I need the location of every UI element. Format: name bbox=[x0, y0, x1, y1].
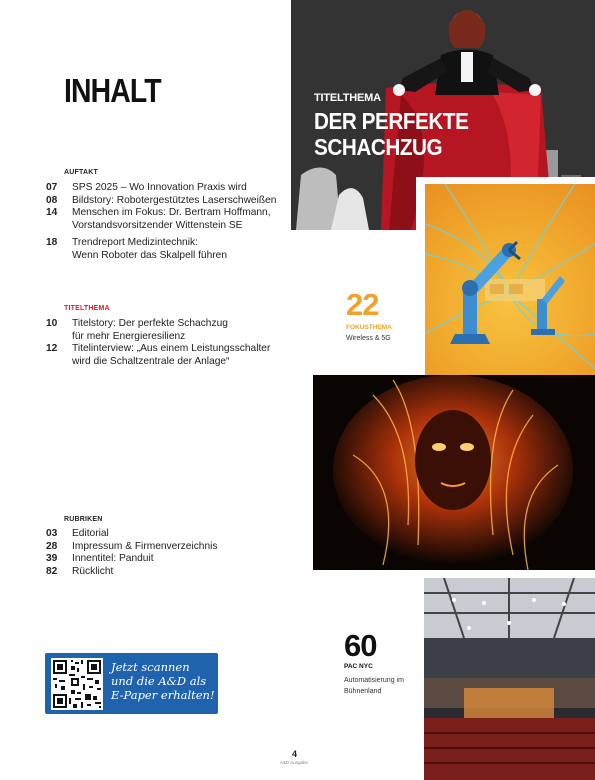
toc-item-text: Menschen im Fokus: Dr. Bertram Hoffmann, Vorstandsvorsitzender Wittenstein SE bbox=[72, 207, 271, 232]
fire-face-illustration bbox=[313, 375, 595, 570]
toc-item-text: Innentitel: Panduit bbox=[72, 553, 154, 565]
robot-image-frame[interactable] bbox=[416, 177, 595, 388]
pacnyc-label: PAC NYC bbox=[344, 663, 373, 670]
page-number: 4 bbox=[292, 749, 298, 759]
toc-page-number: 18 bbox=[46, 236, 58, 248]
toc-item[interactable] bbox=[46, 541, 291, 554]
pacnyc-page-number[interactable]: 60 bbox=[344, 628, 377, 663]
toc-page-number: 14 bbox=[46, 207, 58, 219]
toc-item[interactable] bbox=[46, 343, 291, 368]
toc-item-text: Editorial bbox=[72, 528, 109, 539]
fokus-subtitle: Wireless & 5G bbox=[346, 335, 391, 342]
qr-code-icon[interactable] bbox=[51, 658, 103, 710]
toc-page-number: 82 bbox=[46, 566, 58, 578]
toc-item[interactable] bbox=[46, 182, 291, 195]
toc-item[interactable] bbox=[46, 528, 291, 541]
toc-page-number: 10 bbox=[46, 318, 58, 329]
toc-item-text: Impressum & Firmenverzeichnis bbox=[72, 540, 218, 552]
hero-title[interactable]: DER PERFEKTE SCHACHZUG bbox=[314, 108, 469, 160]
toc-item[interactable] bbox=[46, 318, 291, 343]
qr-cta-text: Jetzt scannen und die A&D als E-Paper erhalten! bbox=[111, 660, 215, 702]
toc-page-number: 03 bbox=[46, 528, 58, 539]
section-label-titelthema: TITELTHEMA bbox=[64, 305, 110, 312]
page-footer: A&D Ausgabe bbox=[280, 760, 309, 765]
toc-item-text: Rücklicht bbox=[72, 566, 114, 578]
toc-list-rubriken bbox=[46, 528, 291, 579]
toc-item[interactable] bbox=[46, 207, 291, 232]
theater-illustration bbox=[424, 578, 595, 780]
qr-epaper-box[interactable] bbox=[45, 653, 218, 714]
section-label-auftakt: AUFTAKT bbox=[64, 169, 98, 176]
toc-page-number: 07 bbox=[46, 182, 58, 193]
toc-item[interactable] bbox=[46, 553, 291, 566]
toc-item-text: Trendreport Medizintechnik: Wenn Roboter das Skalpell führen bbox=[72, 236, 227, 261]
toc-page-number: 08 bbox=[46, 194, 58, 206]
toc-item-text: Bildstory: Robotergestütztes Laserschweißen bbox=[72, 194, 277, 206]
fire-face-image[interactable] bbox=[313, 375, 595, 570]
toc-item[interactable] bbox=[46, 237, 291, 262]
toc-page-number: 39 bbox=[46, 553, 58, 565]
pacnyc-subtitle: Automatisierung im Bühnenland bbox=[344, 677, 404, 695]
theater-image[interactable] bbox=[424, 578, 595, 780]
toc-page-number: 12 bbox=[46, 343, 58, 355]
fokus-label: FOKUSTHEMA bbox=[346, 324, 392, 331]
hero-kicker: TITELTHEMA bbox=[314, 92, 381, 104]
toc-page-number: 28 bbox=[46, 540, 58, 552]
robot-illustration bbox=[425, 184, 595, 382]
toc-item[interactable] bbox=[46, 195, 291, 208]
toc-list-titelthema bbox=[46, 318, 291, 369]
fokus-page-number[interactable]: 22 bbox=[346, 287, 379, 322]
toc-item[interactable] bbox=[46, 566, 291, 579]
toc-item-text: SPS 2025 – Wo Innovation Praxis wird bbox=[72, 182, 247, 193]
page-title: INHALT bbox=[64, 72, 161, 109]
toc-item-text: Titelinterview: „Aus einem Leistungsschalter wird die Schaltzentrale der Anlage“ bbox=[72, 343, 271, 368]
section-label-rubriken: RUBRIKEN bbox=[64, 516, 103, 523]
toc-item-text: Titelstory: Der perfekte Schachzug für mehr Energieresilienz bbox=[72, 318, 228, 342]
toc-list-auftakt bbox=[46, 182, 291, 262]
